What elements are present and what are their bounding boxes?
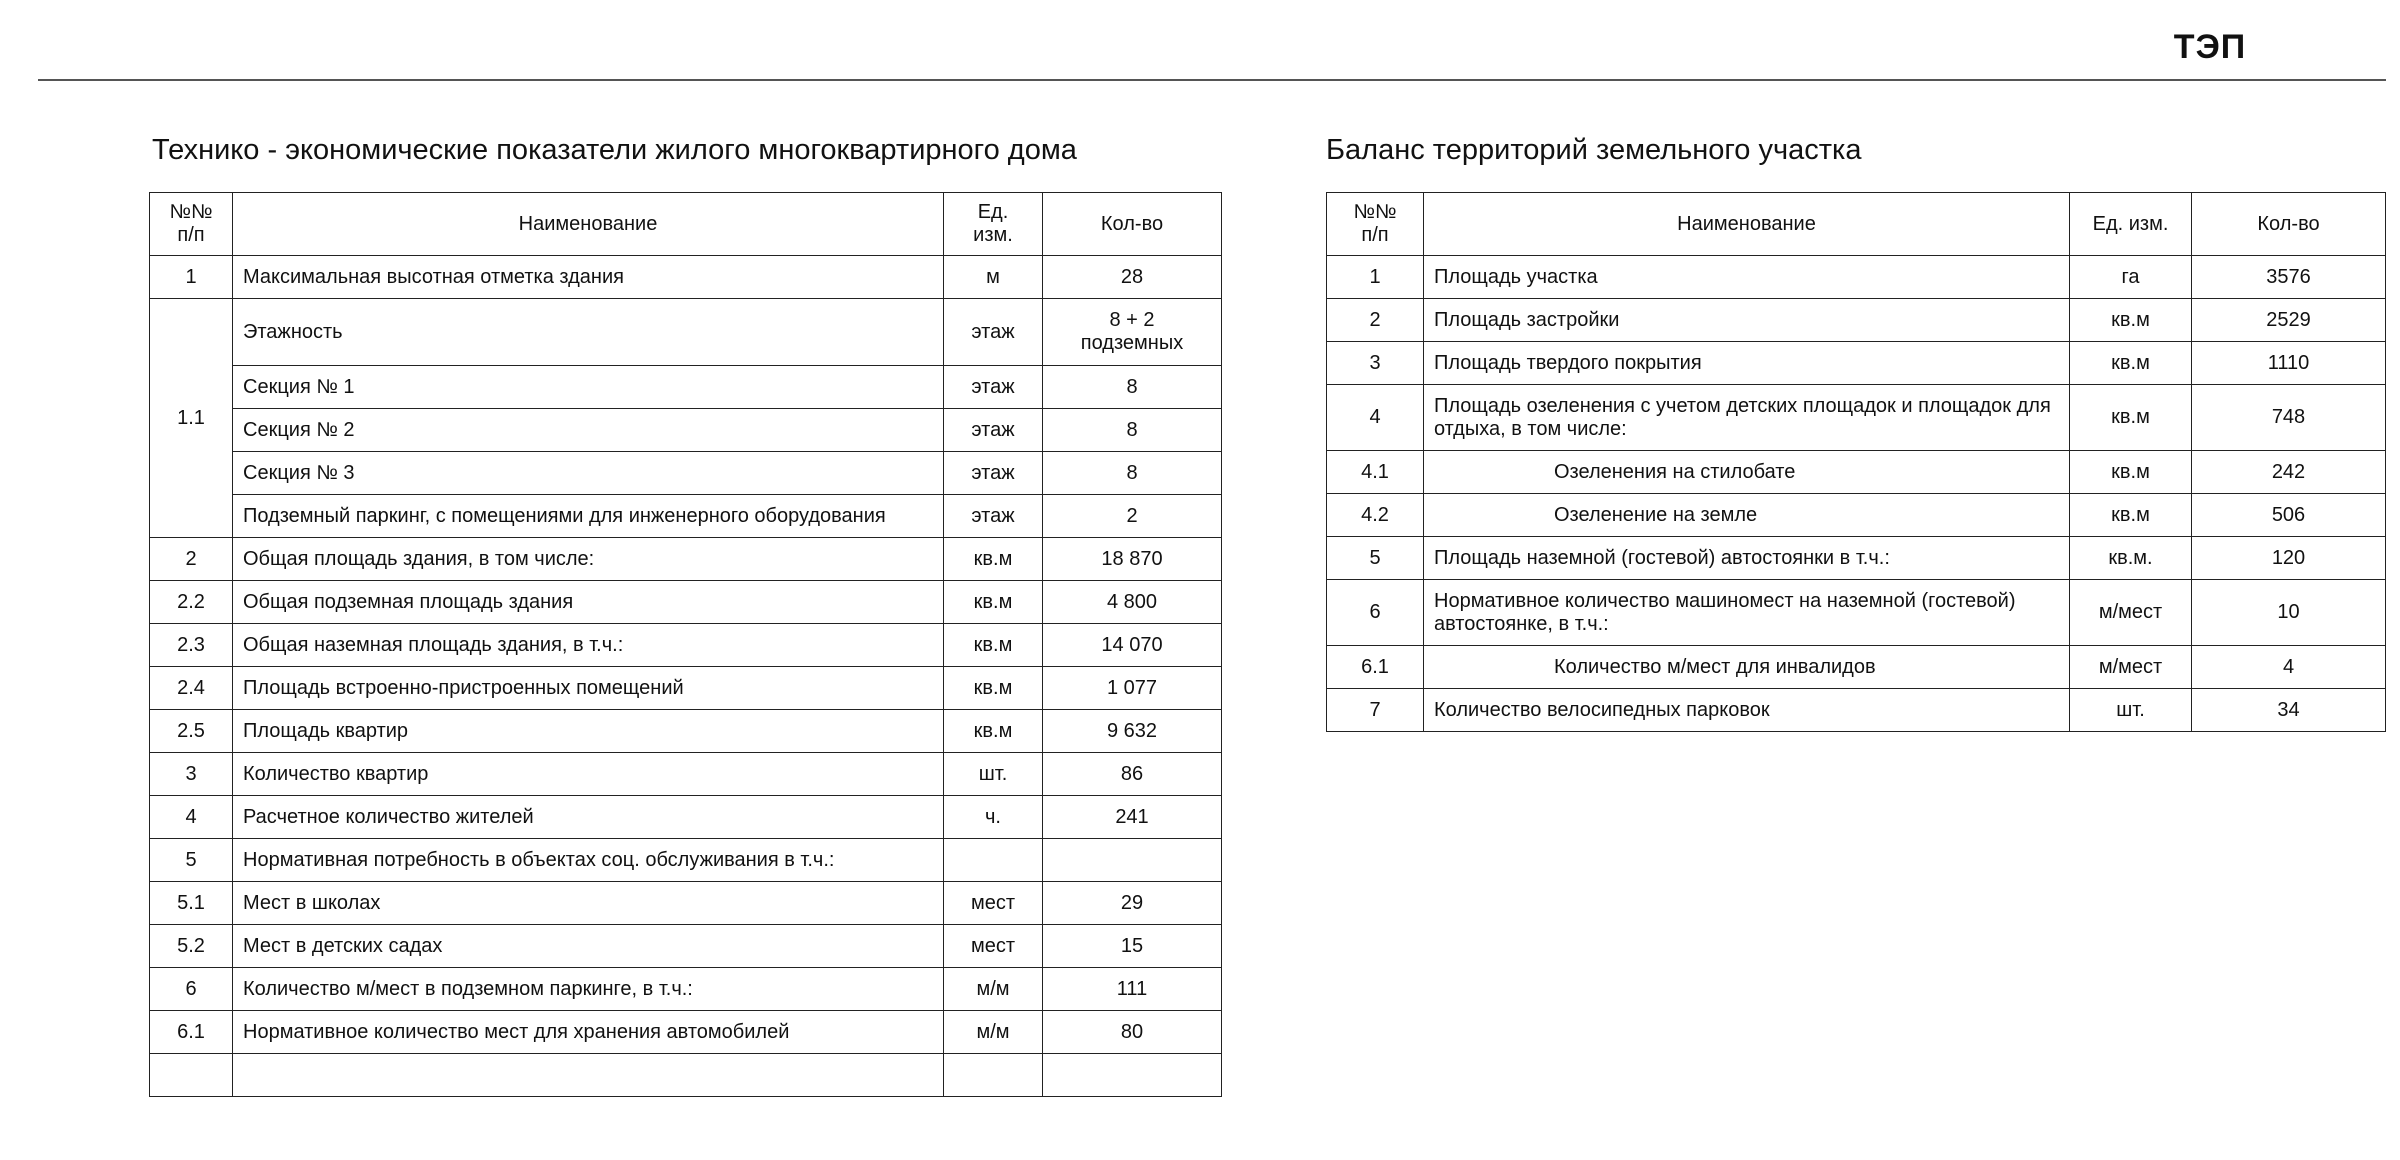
row-unit: кв.м: [2070, 385, 2192, 451]
row-num: 4: [1327, 385, 1424, 451]
row-qty: 14 070: [1043, 624, 1222, 667]
row-num: 1: [150, 256, 233, 299]
row-name: Общая наземная площадь здания, в т.ч.:: [233, 624, 944, 667]
table-row: [1327, 537, 2386, 580]
row-qty: 18 870: [1043, 538, 1222, 581]
tep-table: [149, 192, 1222, 1097]
row-num: 2.3: [150, 624, 233, 667]
col-qty-header: Кол-во: [2192, 193, 2386, 256]
row-unit: этаж: [944, 495, 1043, 538]
row-name: Нормативная потребность в объектах соц. обслуживания в т.ч.:: [233, 839, 944, 882]
table-row: [150, 495, 1222, 538]
table-header-row: [1327, 193, 2386, 256]
row-num: 7: [1327, 689, 1424, 732]
row-num: 4: [150, 796, 233, 839]
table-row: [1327, 689, 2386, 732]
table-row: [1327, 256, 2386, 299]
row-qty: 3576: [2192, 256, 2386, 299]
document-code: ТЭП: [2173, 28, 2247, 66]
col-name-header: Наименование: [233, 193, 944, 256]
row-num: 4.2: [1327, 494, 1424, 537]
table-row: [1327, 299, 2386, 342]
row-num: 3: [150, 753, 233, 796]
row-num: 2.4: [150, 667, 233, 710]
row-qty: 80: [1043, 1011, 1222, 1054]
row-unit: кв.м: [2070, 342, 2192, 385]
row-name: Площадь застройки: [1424, 299, 2070, 342]
balance-table: [1326, 192, 2386, 732]
row-unit: м/мест: [2070, 646, 2192, 689]
row-name: Расчетное количество жителей: [233, 796, 944, 839]
row-name: Площадь участка: [1424, 256, 2070, 299]
table-row: [1327, 385, 2386, 451]
col-unit-header: Ед. изм.: [944, 193, 1043, 256]
row-qty: 506: [2192, 494, 2386, 537]
row-name: Максимальная высотная отметка здания: [233, 256, 944, 299]
row-name: Подземный паркинг, с помещениями для инженерного оборудования: [233, 495, 944, 538]
row-num: 6.1: [1327, 646, 1424, 689]
row-unit: этаж: [944, 452, 1043, 495]
row-name: Этажность: [233, 299, 944, 366]
row-num: 3: [1327, 342, 1424, 385]
row-qty: 2: [1043, 495, 1222, 538]
row-unit: кв.м.: [2070, 537, 2192, 580]
row-unit: кв.м: [944, 667, 1043, 710]
row-unit: кв.м: [2070, 299, 2192, 342]
row-qty: 120: [2192, 537, 2386, 580]
row-name: Площадь встроенно-пристроенных помещений: [233, 667, 944, 710]
row-qty: [1043, 839, 1222, 882]
row-qty: 8: [1043, 452, 1222, 495]
table-row: [1327, 580, 2386, 646]
row-num: 2: [1327, 299, 1424, 342]
row-unit: этаж: [944, 299, 1043, 366]
row-num: 5: [1327, 537, 1424, 580]
row-name: Нормативное количество мест для хранения автомобилей: [233, 1011, 944, 1054]
row-name: Нормативное количество машиномест на наземной (гостевой) автостоянке, в т.ч.:: [1424, 580, 2070, 646]
table-row: [150, 409, 1222, 452]
row-num: 6: [1327, 580, 1424, 646]
row-unit: мест: [944, 925, 1043, 968]
col-name-header: Наименование: [1424, 193, 2070, 256]
row-unit: кв.м: [944, 538, 1043, 581]
row-qty: 29: [1043, 882, 1222, 925]
table-row: [150, 839, 1222, 882]
row-unit: [944, 1054, 1043, 1097]
row-qty: 9 632: [1043, 710, 1222, 753]
table-row: [150, 925, 1222, 968]
row-unit: м/м: [944, 1011, 1043, 1054]
col-num-header: №№ п/п: [150, 193, 233, 256]
table-row: [150, 624, 1222, 667]
col-unit-header: Ед. изм.: [2070, 193, 2192, 256]
row-qty: 748: [2192, 385, 2386, 451]
row-num: 2.5: [150, 710, 233, 753]
row-qty: [1043, 1054, 1222, 1097]
row-qty: 10: [2192, 580, 2386, 646]
row-qty: 8: [1043, 366, 1222, 409]
row-qty: 1 077: [1043, 667, 1222, 710]
row-num: [150, 1054, 233, 1097]
row-unit: м: [944, 256, 1043, 299]
row-unit: м/мест: [2070, 580, 2192, 646]
table-row: [1327, 646, 2386, 689]
table-row: [150, 538, 1222, 581]
row-num: 1: [1327, 256, 1424, 299]
table-row: [150, 968, 1222, 1011]
table-row: [150, 299, 1222, 366]
row-name: Мест в детских садах: [233, 925, 944, 968]
row-unit: га: [2070, 256, 2192, 299]
row-unit: м/м: [944, 968, 1043, 1011]
row-unit: ч.: [944, 796, 1043, 839]
row-unit: кв.м: [944, 581, 1043, 624]
row-qty: 1110: [2192, 342, 2386, 385]
row-qty: 2529: [2192, 299, 2386, 342]
row-num: 5.2: [150, 925, 233, 968]
row-qty: 8 + 2 подземных: [1043, 299, 1222, 366]
row-name: Количество квартир: [233, 753, 944, 796]
row-name: Секция № 1: [233, 366, 944, 409]
table-row: [150, 796, 1222, 839]
table-row: [150, 1011, 1222, 1054]
table-row: [150, 256, 1222, 299]
row-unit: кв.м: [2070, 494, 2192, 537]
row-num: 1.1: [150, 299, 233, 538]
row-name: Площадь квартир: [233, 710, 944, 753]
row-unit: кв.м: [944, 624, 1043, 667]
row-name: Секция № 3: [233, 452, 944, 495]
row-unit: [944, 839, 1043, 882]
row-name: Площадь твердого покрытия: [1424, 342, 2070, 385]
row-name: Мест в школах: [233, 882, 944, 925]
row-num: 2.2: [150, 581, 233, 624]
table-row: [150, 882, 1222, 925]
row-unit: шт.: [2070, 689, 2192, 732]
row-num: 5.1: [150, 882, 233, 925]
row-name: Количество м/мест для инвалидов: [1424, 646, 2070, 689]
tep-title: Технико - экономические показатели жилого многоквартирного дома: [152, 134, 1077, 166]
row-qty: 4 800: [1043, 581, 1222, 624]
row-qty: 34: [2192, 689, 2386, 732]
header-divider: [38, 79, 2386, 81]
row-num: 6.1: [150, 1011, 233, 1054]
row-num: 2: [150, 538, 233, 581]
table-header-row: [150, 193, 1222, 256]
row-name: Количество м/мест в подземном паркинге, в т.ч.:: [233, 968, 944, 1011]
col-qty-header: Кол-во: [1043, 193, 1222, 256]
row-num: 6: [150, 968, 233, 1011]
row-name: Общая площадь здания, в том числе:: [233, 538, 944, 581]
table-row: [150, 1054, 1222, 1097]
row-unit: кв.м: [2070, 451, 2192, 494]
row-name: Площадь наземной (гостевой) автостоянки в т.ч.:: [1424, 537, 2070, 580]
balance-title: Баланс территорий земельного участка: [1326, 134, 1862, 166]
row-qty: 4: [2192, 646, 2386, 689]
table-row: [150, 710, 1222, 753]
row-qty: 8: [1043, 409, 1222, 452]
row-name: Общая подземная площадь здания: [233, 581, 944, 624]
row-qty: 28: [1043, 256, 1222, 299]
row-name: Озеленение на земле: [1424, 494, 2070, 537]
table-row: [1327, 451, 2386, 494]
row-unit: кв.м: [944, 710, 1043, 753]
col-num-header: №№ п/п: [1327, 193, 1424, 256]
row-name: Озеленения на стилобате: [1424, 451, 2070, 494]
row-unit: этаж: [944, 409, 1043, 452]
row-name: Площадь озеленения с учетом детских площадок и площадок для отдыха, в том числе:: [1424, 385, 2070, 451]
table-row: [1327, 342, 2386, 385]
row-qty: 241: [1043, 796, 1222, 839]
row-qty: 86: [1043, 753, 1222, 796]
row-name: Секция № 2: [233, 409, 944, 452]
row-unit: этаж: [944, 366, 1043, 409]
table-row: [150, 667, 1222, 710]
row-unit: шт.: [944, 753, 1043, 796]
table-row: [150, 753, 1222, 796]
table-row: [150, 366, 1222, 409]
row-qty: 111: [1043, 968, 1222, 1011]
table-row: [150, 452, 1222, 495]
row-qty: 242: [2192, 451, 2386, 494]
row-name: Количество велосипедных парковок: [1424, 689, 2070, 732]
row-unit: мест: [944, 882, 1043, 925]
table-row: [150, 581, 1222, 624]
row-qty: 15: [1043, 925, 1222, 968]
table-row: [1327, 494, 2386, 537]
row-name: [233, 1054, 944, 1097]
row-num: 4.1: [1327, 451, 1424, 494]
row-num: 5: [150, 839, 233, 882]
